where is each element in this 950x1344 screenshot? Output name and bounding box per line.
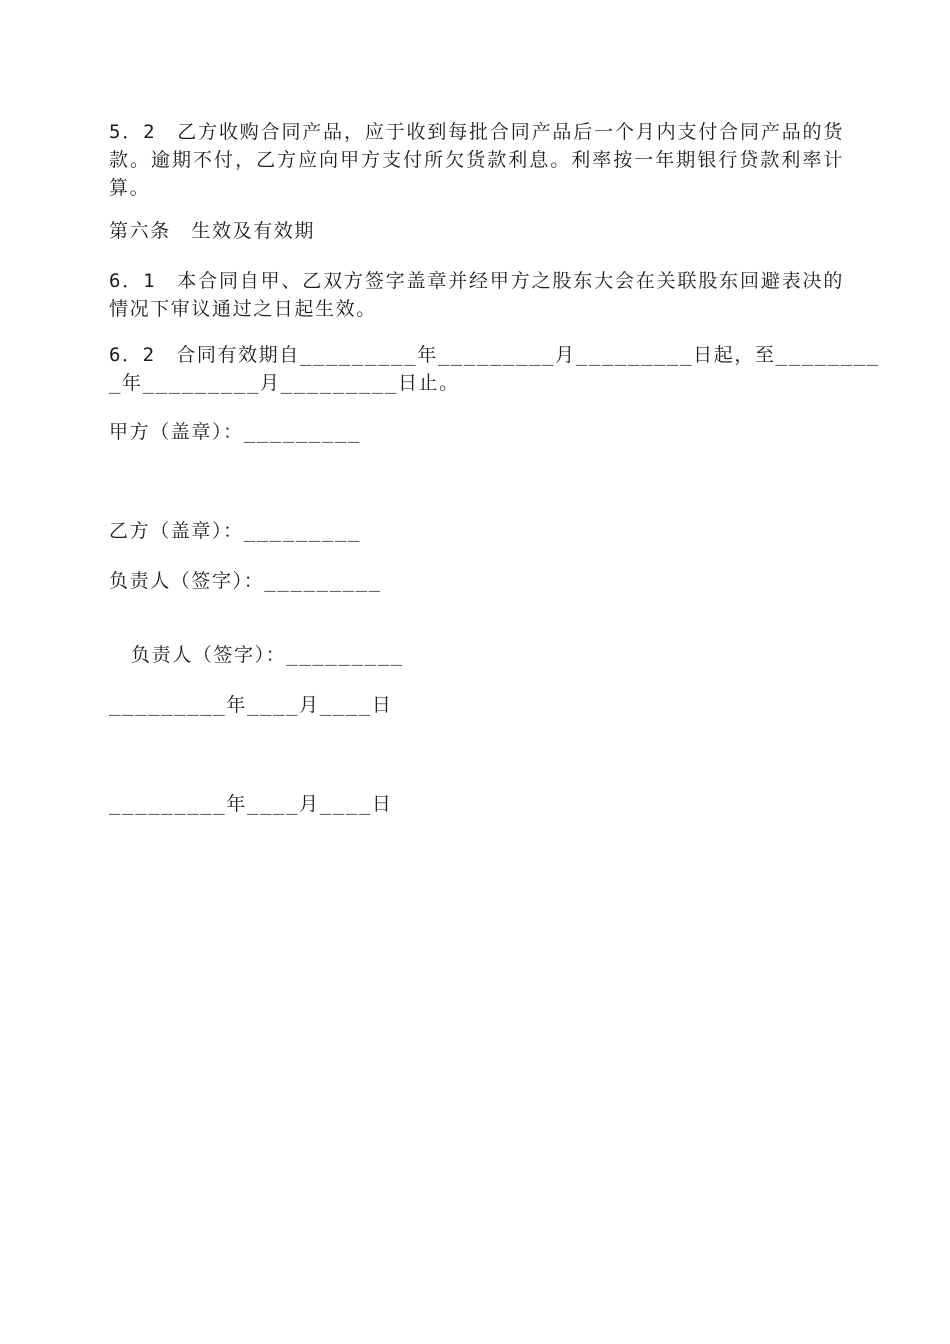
clause-6-1: 6．1 本合同自甲、乙双方签字盖章并经甲方之股东大会在关联股东回避表决的情况下审议通过之日起生效。 [109,270,844,320]
article-6-heading: 第六条 生效及有效期 [109,220,316,242]
date-line-2: _________年____月____日 [109,793,393,815]
clause-6-2-line2: _年_________月_________日止。 [109,372,460,394]
party-a-seal: 甲方（盖章）：_________ [109,421,362,443]
clause-5-2: 5．2 乙方收购合同产品，应于收到每批合同产品后一个月内支付合同产品的货款。逾期不付，乙方应向甲方支付所欠货款利息。利率按一年期银行贷款利率计算。 [109,121,844,199]
responsible-signature-1: 负责人（签字）：_________ [109,570,382,592]
responsible-signature-2: 负责人（签字）：_________ [131,644,404,666]
party-b-seal: 乙方（盖章）：_________ [109,520,362,542]
date-line-1: _________年____月____日 [109,694,393,716]
clause-6-2-line1: 6．2 合同有效期自_________年_________月_________日起，至________ [109,344,880,366]
